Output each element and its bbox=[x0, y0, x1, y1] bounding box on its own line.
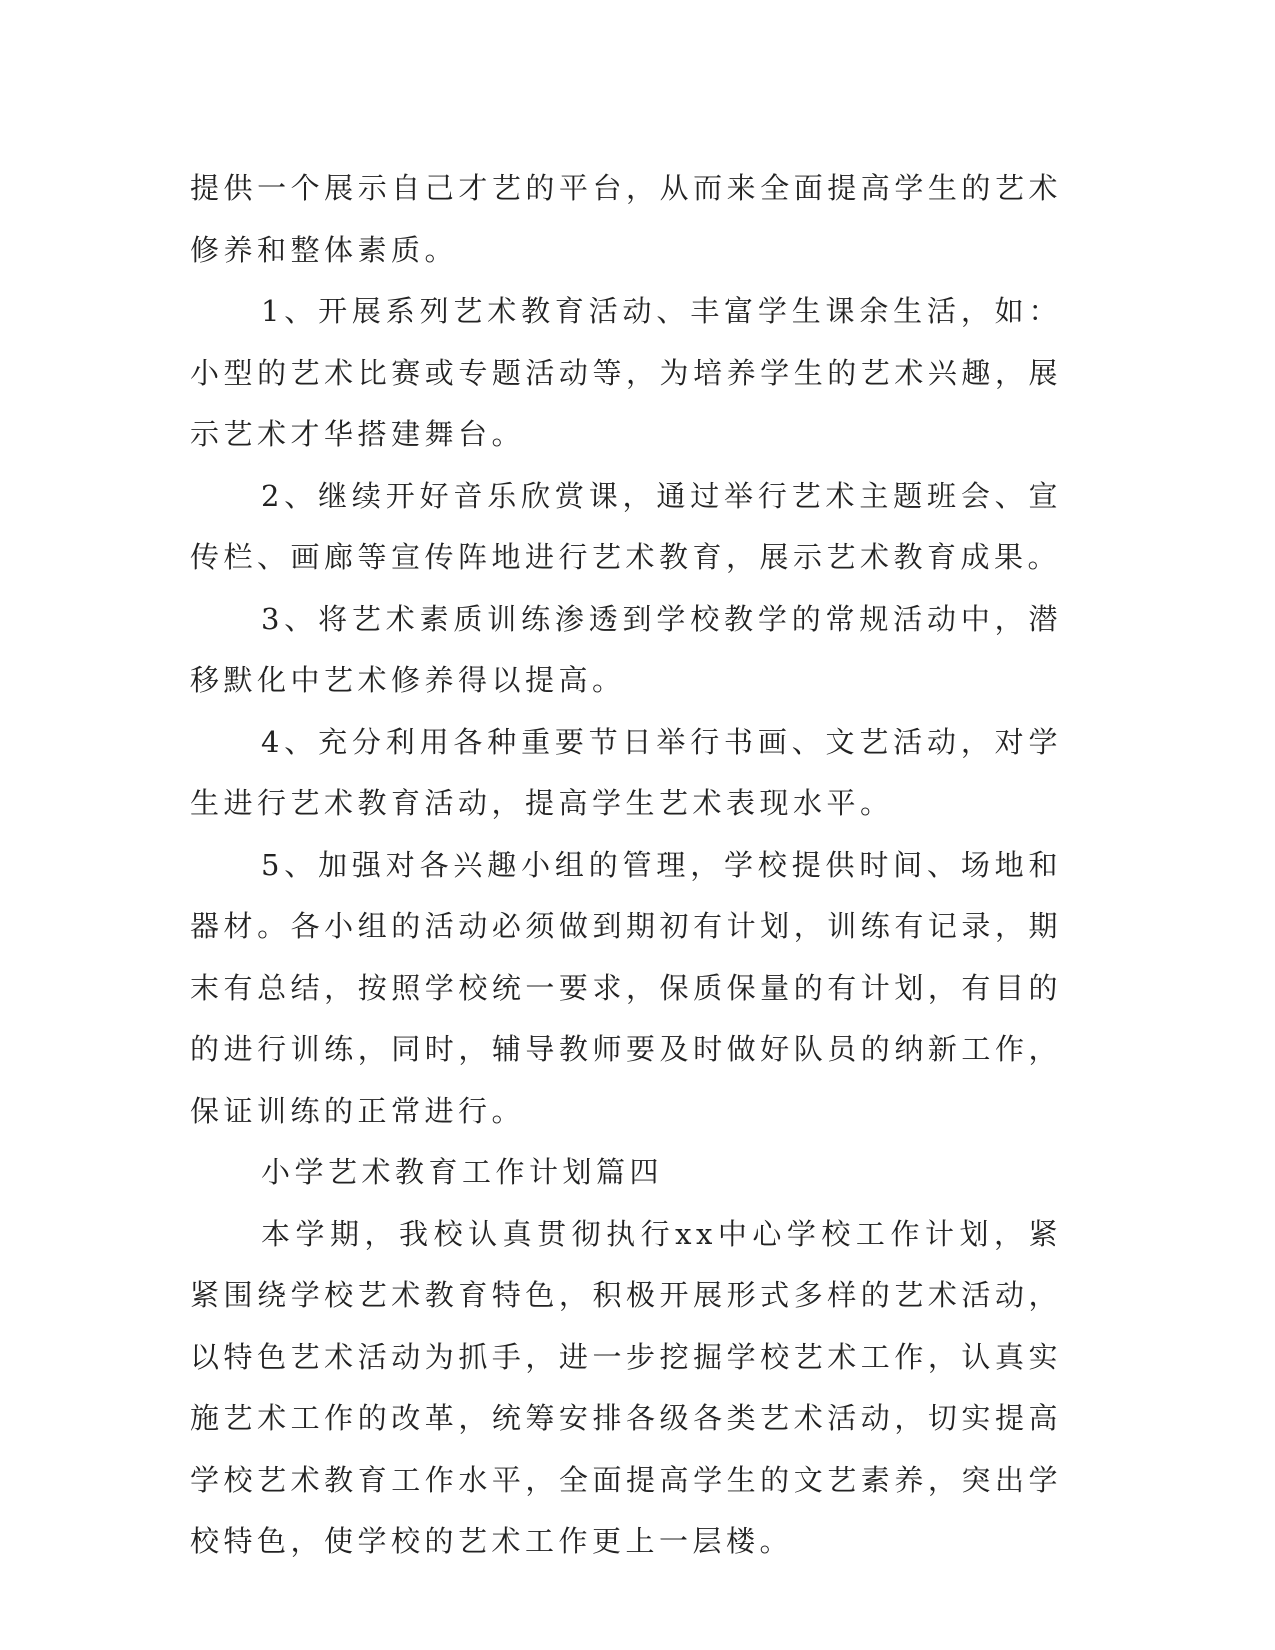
paragraph-item-4: 4、充分利用各种重要节日举行书画、文艺活动，对学生进行艺术教育活动，提高学生艺术表现水平。 bbox=[190, 724, 1062, 820]
paragraph-item-5: 5、加强对各兴趣小组的管理，学校提供时间、场地和器材。各小组的活动必须做到期初有计划，训练有记录，期末有总结，按照学校统一要求，保质保量的有计划，有目的的进行训练，同时，辅导教师要及时做好队员的纳新工作，保证训练的正常进行。 bbox=[190, 847, 1062, 1128]
document-body bbox=[190, 158, 1062, 1573]
paragraph-item-3: 3、将艺术素质训练渗透到学校教学的常规活动中，潜移默化中艺术修养得以提高。 bbox=[190, 601, 1062, 697]
paragraph-intro-continuation: 提供一个展示自己才艺的平台，从而来全面提高学生的艺术修养和整体素质。 bbox=[190, 171, 1062, 267]
paragraph-section-four-body: 本学期，我校认真贯彻执行xx中心学校工作计划，紧紧围绕学校艺术教育特色，积极开展形式多样的艺术活动，以特色艺术活动为抓手，进一步挖掘学校艺术工作，认真实施艺术工作的改革，统筹安排各级各类艺术活动，切实提高学校艺术教育工作水平，全面提高学生的文艺素养，突出学校特色，使学校的艺术工作更上一层楼。 bbox=[190, 1216, 1062, 1558]
paragraph-item-1: 1、开展系列艺术教育活动、丰富学生课余生活，如：小型的艺术比赛或专题活动等，为培养学生的艺术兴趣，展示艺术才华搭建舞台。 bbox=[190, 294, 1062, 451]
section-heading: 小学艺术教育工作计划篇四 bbox=[261, 1155, 664, 1189]
paragraph-item-2: 2、继续开好音乐欣赏课，通过举行艺术主题班会、宣传栏、画廊等宣传阵地进行艺术教育，展示艺术教育成果。 bbox=[190, 478, 1062, 574]
